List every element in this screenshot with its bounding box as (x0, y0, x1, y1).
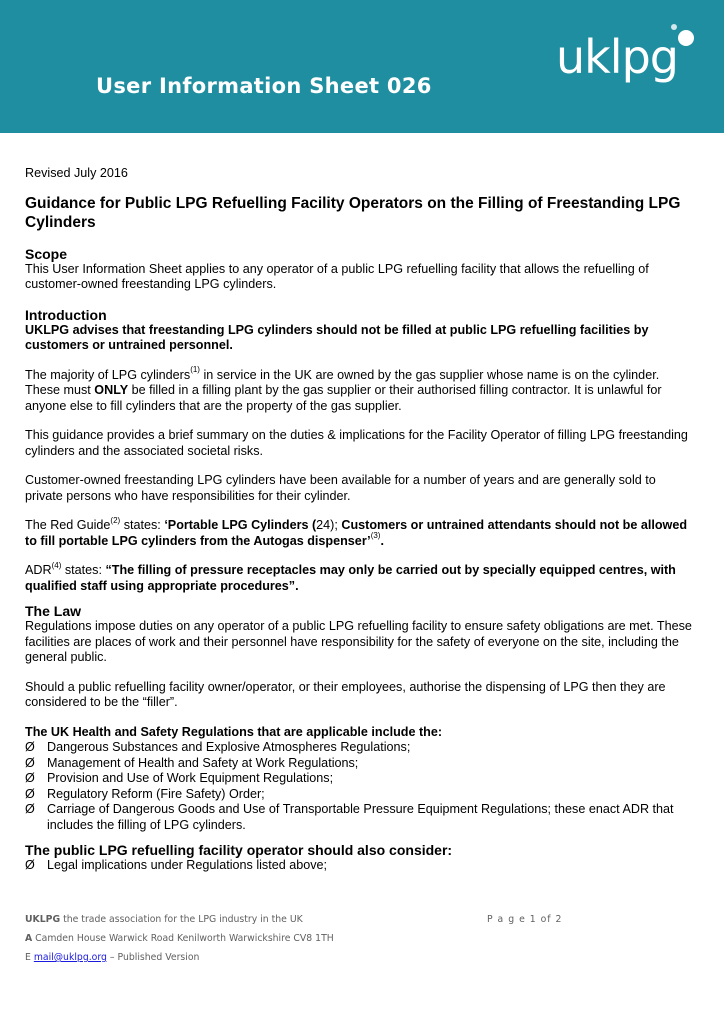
consider-heading: The public LPG refuelling facility operator should also consider: (25, 842, 453, 858)
page-number: P a g e 1 of 2 (487, 914, 563, 925)
uklpg-logo (556, 24, 706, 104)
revised-date: Revised July 2016 (25, 166, 128, 180)
introduction-paragraph-1: The majority of LPG cylinders$^{(1)}$ in service in the UK are owned by the gas supplier whose name is on the cylinder. These must ONLY be filled in a filling plant by the gas supplier or their authorised filling contractor. It is unlawful for anyone else to fill cylinders that are the property of the gas supplier. (25, 365, 662, 413)
introduction-heading: Introduction (25, 306, 107, 323)
list-item: Ø Carriage of Dangerous Goods and Use of Transportable Pressure Equipment Regulations; these enact ADR that includes the filling of LPG cylinders. (25, 802, 674, 832)
scope-text: This User Information Sheet applies to any operator of a public LPG refuelling facility that allows the refuelling of customer-owned freestanding LPG cylinders. (25, 261, 649, 291)
document-title: Guidance for Public LPG Refuelling Facility Operators on the Filling of Freestanding LPG Cylinders (25, 194, 681, 231)
list-item: Ø Provision and Use of Work Equipment Regulations; (25, 771, 334, 785)
page-footer (25, 910, 697, 967)
header-banner (0, 0, 724, 133)
logo-dot-small (671, 24, 677, 30)
list-item: Ø Dangerous Substances and Explosive Atmospheres Regulations; (25, 740, 411, 754)
law-heading: The Law (25, 603, 82, 619)
logo-dot-large (678, 30, 694, 46)
introduction-lead: UKLPG advises that freestanding LPG cylinders should not be filled at public LPG refuelling facilities by customers or untrained personnel. (25, 322, 649, 352)
list-item: Ø Management of Health and Safety at Work Regulations; (25, 755, 359, 770)
adr-quote: ADR$^{(4)}$ states: “The filling of pressure receptacles may only be carried out by specially equipped centres, with qualified staff using appropriate procedures”. (25, 560, 676, 593)
sheet-title: User Information Sheet 026 (96, 74, 432, 98)
logo-text: uklpg (556, 30, 678, 84)
email-link[interactable]: mail@uklpg.org (33, 952, 107, 963)
scope-heading: Scope (25, 245, 68, 262)
law-paragraph-1: Regulations impose duties on any operator of a public LPG refuelling facility to ensure safety obligations are met. These facilities are places of work and their personnel have responsibility for the safety of everyone on the site, including the general public. (25, 619, 692, 664)
list-item: Ø Regulatory Reform (Fire Safety) Order; (25, 786, 265, 801)
law-paragraph-2: Should a public refuelling facility owner/operator, or their employees, authorise the dispensing of LPG then they are considered to be the “filler”. (25, 679, 666, 709)
document-body (25, 166, 697, 874)
footer-email-line: E mail@uklpg.org – Published Version (25, 952, 200, 963)
introduction-paragraph-3: Customer-owned freestanding LPG cylinders have been available for a number of years and are generally sold to private persons who have responsibilities for their cylinder. (25, 473, 656, 503)
red-guide-quote: The Red Guide$^{(2)}$ states: ‘Portable LPG Cylinders (24); Customers or untrained attendants should not be allowed to fill portable LPG cylinders from the Autogas dispenser’$^{(3)}$. (25, 515, 688, 548)
list-item: Ø Legal implications under Regulations listed above; (25, 858, 328, 872)
regulations-heading: The UK Health and Safety Regulations that are applicable include the: (25, 724, 443, 739)
footer-org-line: UKLPG the trade association for the LPG industry in the UK (25, 914, 303, 925)
footer-address: A Camden House Warwick Road Kenilworth Warwickshire CV8 1TH (25, 933, 334, 944)
regulations-list (25, 740, 697, 833)
introduction-paragraph-2: This guidance provides a brief summary on the duties & implications for the Facility Operator of filling LPG freestanding cylinders and the associated societal risks. (25, 428, 688, 458)
consider-list (25, 858, 697, 874)
